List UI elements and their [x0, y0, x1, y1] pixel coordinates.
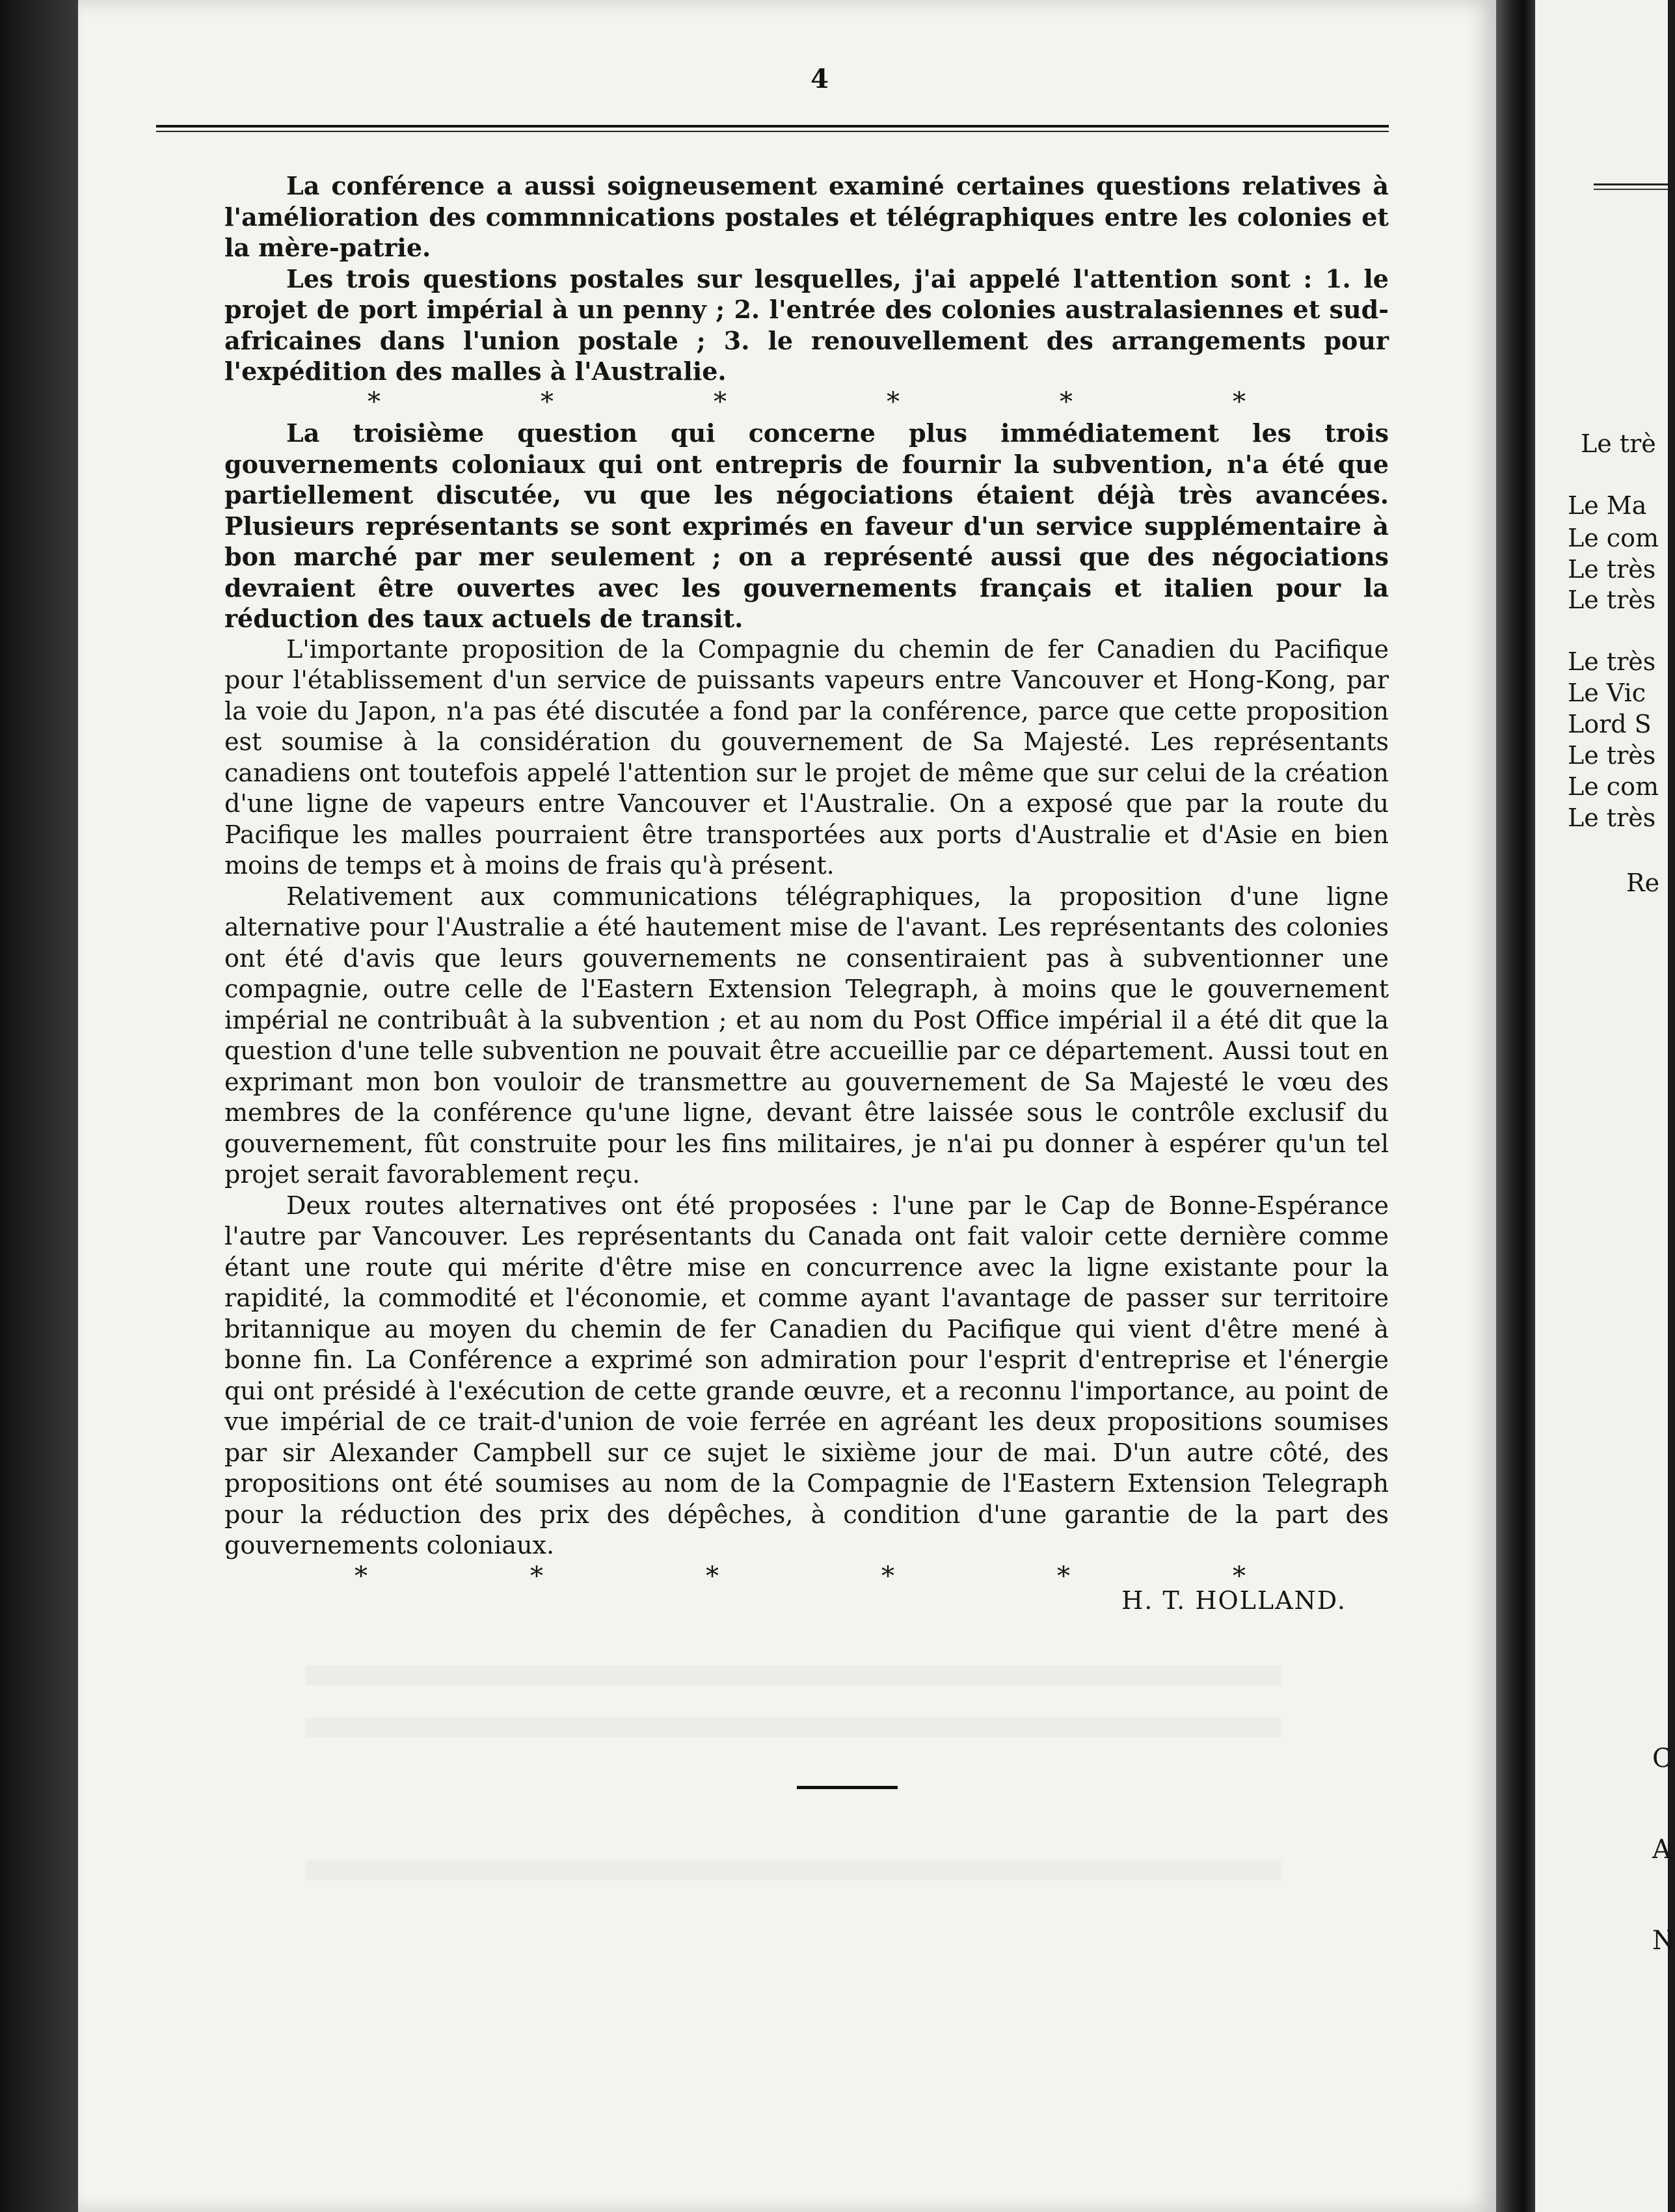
bleed-through: [306, 1666, 1281, 1685]
body-text: [224, 170, 1389, 1592]
facing-page-rule: [1594, 183, 1668, 185]
scan-edge: [0, 0, 78, 2212]
asterisk: *: [355, 1561, 368, 1591]
asterisk: *: [887, 386, 900, 417]
facing-page-line: Le Vic: [1568, 679, 1646, 707]
bleed-through: [306, 1861, 1281, 1880]
asterisk: *: [541, 386, 554, 417]
paragraph: Les trois questions postales sur lesquelles, j'ai appelé l'attention sont : 1. le projet de port impérial à un penny ; 2. l'entrée des colonies australasiennes et sud-africaines dans l'union postale ; 3. le renouvellement des arrangements pour l'expédition des malles à l'Australie.: [224, 263, 1389, 386]
paragraph: L'importante proposition de la Compagnie du chemin de fer Canadien du Pacifique pour l'établissement d'un service de puissants vapeurs entre Vancouver et Hong-Kong, par la voie du Japon, n'a pas été discutée a fond par la conférence, parce que cette proposition est soumise à la considération du gouvernement de Sa Majesté. Les représentants canadiens ont toutefois appelé l'attention sur le projet de même que sur celui de la création d'une ligne de vapeurs entre Vancouver et l'Australie. On a exposé que par la route du Pacifique les malles pourraient être transportées aux ports d'Australie et d'Asie en bien moins de temps et à moins de frais qu'à présent.: [224, 634, 1389, 880]
facing-page-line: Le très: [1568, 586, 1656, 614]
asterisk: *: [1233, 386, 1246, 417]
facing-page-line: Le trè: [1581, 429, 1656, 458]
bleed-through: [306, 1718, 1281, 1737]
facing-page-line: Le Ma: [1568, 491, 1647, 520]
asterisk: *: [706, 1561, 719, 1591]
asterisk: *: [1057, 1561, 1070, 1591]
page-number: 4: [811, 64, 829, 94]
facing-page-line: Re: [1626, 869, 1660, 897]
end-rule: [797, 1786, 898, 1789]
signature: H. T. HOLLAND.: [1121, 1586, 1347, 1615]
facing-page-line: Le com: [1568, 772, 1659, 801]
facing-page: [1535, 0, 1675, 2212]
header-rule: [156, 125, 1389, 128]
paragraph: La conférence a aussi soigneusement examiné certaines questions relatives à l'amélioration des commnnications postales et télégraphiques entre les colonies et la mère-patrie.: [224, 171, 1389, 262]
facing-page-line: Le com: [1568, 524, 1659, 552]
asterisk: *: [368, 386, 381, 417]
asterisk: *: [881, 1561, 894, 1591]
facing-page-line: Le très: [1568, 647, 1656, 676]
paragraph: La troisième question qui concerne plus immédiatement les trois gouvernements coloniaux qui ont entrepris de fournir la subvention, n'a été que partiellement discutée, vu que les négociations étaient déjà très avancées. Plusieurs représentants se sont exprimés en faveur d'un service supplémentaire à bon marché par mer seulement ; on a représenté aussi que des négociations devraient être ouvertes avec les gouvernements français et italien pour la réduction des taux actuels de transit.: [224, 418, 1389, 633]
facing-page-line: Le très: [1568, 555, 1656, 584]
facing-page-letter: N: [1652, 1926, 1675, 1956]
facing-page-line: Le très: [1568, 803, 1656, 832]
paragraph: Deux routes alternatives ont été proposées : l'une par le Cap de Bonne-Espérance l'autre par Vancouver. Les représentants du Canada ont fait valoir cette dernière comme étant une route qui mérite d'être mise en concurrence avec la ligne existante pour la rapidité, la commodité et l'économie, et comme ayant l'avantage de passer sur territoire britannique au moyen du chemin de fer Canadien du Pacifique qui vient d'être mené à bonne fin. La Conférence a exprimé son admiration pour l'esprit d'entreprise et l'énergie qui ont présidé à l'exécution de cette grande œuvre, et a reconnu l'importance, au point de vue impérial de ce trait-d'union de voie ferrée en agréant les deux propositions soumises par sir Alexander Campbell sur ce sujet le sixième jour de mai. D'un autre côté, des propositions ont été soumises au nom de la Compagnie de l'Eastern Extension Telegraph pour la réduction des prix des dépêches, à condition d'une garantie de la part des gouvernements coloniaux.: [224, 1191, 1389, 1559]
asterisk: *: [1060, 386, 1073, 417]
paragraph: Relativement aux communications télégraphiques, la proposition d'une ligne alternative pour l'Australie a été hautement mise de l'avant. Les représentants des colonies ont été d'avis que leurs gouvernements ne consentiraient pas à subventionner une compagnie, outre celle de l'Eastern Extension Telegraph, à moins que le gouvernement impérial ne contribuât à la subvention ; et au nom du Post Office impérial il a été dit que la question d'une telle subvention ne pouvait être accueillie par ce département. Aussi tout en exprimant mon bon vouloir de transmettre au gouvernement de Sa Majesté le vœu des membres de la conférence qu'une ligne, devant être laissée sous le contrôle exclusif du gouvernement, fût construite pour les fins militaires, je n'ai pu donner à espérer qu'un tel projet serait favorablement reçu.: [224, 882, 1389, 1189]
asterisk: *: [1233, 1561, 1246, 1591]
facing-page-line: Lord S: [1568, 710, 1652, 738]
asterisk: *: [530, 1561, 543, 1591]
facing-page-line: Le très: [1568, 741, 1656, 770]
page-gutter: [1496, 0, 1535, 2212]
asterisk: *: [714, 386, 727, 417]
facing-page-letter: C: [1652, 1744, 1672, 1774]
facing-page-letter: A: [1652, 1835, 1671, 1865]
asterisk-separator: [368, 387, 1246, 418]
